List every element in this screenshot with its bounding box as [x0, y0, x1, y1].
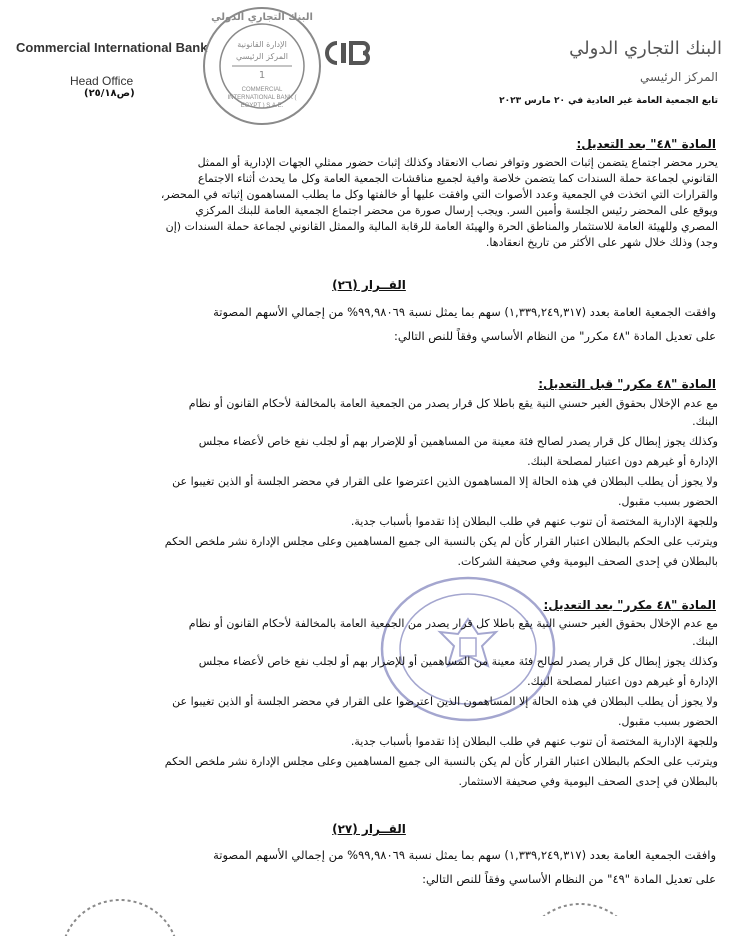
- paragraph-line: القانوني لجماعة حملة السندات كما يتضمن خلاصة وافية لجميع مناقشات الجمعية العامة وكل ما يحدث أثناء الاجتماع: [197, 172, 718, 185]
- bottom-stamp-fragment-right: [520, 900, 640, 916]
- article-48-after-heading: المادة "٤٨" بعد التعديل:: [576, 137, 716, 151]
- head-office-ar: المركز الرئيسي: [640, 70, 718, 84]
- paragraph-line: وكذلك يجوز إبطال كل قرار يصدر لصالح فئة معينة من المساهمين أو للإضرار بهم أو لجلب نفع خاص لأعضاء مجلس: [198, 655, 718, 668]
- stamp-inner-line-2: المركز الرئيسي: [236, 52, 288, 61]
- paragraph-line: مع عدم الإخلال بحقوق الغير حسني النية يقع باطلا كل قرار يصدر من الجمعية العامة بالمخالفة لأحكام القانون أو نظام: [188, 617, 718, 630]
- bank-name-en: Commercial International Bank: [16, 40, 208, 55]
- article-48-after-body: [18, 155, 718, 251]
- paragraph-line: بالبطلان في إحدى الصحف اليومية وفي صحيفة الاستثمار.: [458, 775, 718, 788]
- head-office-en: Head Office: [70, 74, 134, 88]
- paragraph-line: ويترتب على الحكم بالبطلان اعتبار القرار كأن لم يكن بالنسبة الى جميع المساهمين وعلى مجلس الإدارة نشر ملخص الحكم: [164, 535, 718, 548]
- paragraph-line: وجد) وذلك خلال شهر على الأكثر من تاريخ انعقادها.: [485, 236, 718, 249]
- paragraph-line: مع عدم الإخلال بحقوق الغير حسني النية يقع باطلا كل قرار يصدر من الجمعية العامة بالمخالفة لأحكام القانون أو نظام: [188, 397, 718, 410]
- paragraph-line: وافقت الجمعية العامة بعدد (١,٣٣٩,٢٤٩,٣١٧) سهم بما يمثل نسبة ٩٩,٩٨٠٦٩% من إجمالي الأسهم المصوتة: [213, 848, 716, 862]
- stamp-ring-english: COMMERCIAL INTERNATIONAL BANK ( EGYPT ) S.A.E.: [227, 87, 297, 109]
- paragraph-line: وافقت الجمعية العامة بعدد (١,٣٣٩,٢٤٩,٣١٧) سهم بما يمثل نسبة ٩٩,٩٨٠٦٩% من إجمالي الأسهم المصوتة: [213, 305, 716, 319]
- cib-logo: [323, 40, 393, 66]
- stamp-inner-number: 1: [258, 70, 266, 81]
- bottom-stamp-fragment: [60, 896, 180, 936]
- paragraph-line: البنك.: [692, 415, 718, 428]
- paragraph-line: ولا يجوز أن يطلب البطلان في هذه الحالة إلا المساهمون الذين اعترضوا على القرار في محضر الجلسة أو الذين تغيبوا عن: [172, 475, 718, 488]
- paragraph-line: الحضور بسبب مقبول.: [618, 495, 718, 508]
- paragraph-line: الإدارة أو غيرهم دون اعتبار لمصلحة البنك.: [527, 675, 718, 688]
- stamp-fragment-icon: [60, 896, 180, 936]
- stamp-ring-arabic: البنك التجاري الدولي: [211, 12, 313, 23]
- paragraph-line: وللجهة الإدارية المختصة أن تنوب عنهم في طلب البطلان إذا تقدموا بأسباب جدية.: [350, 515, 718, 528]
- paragraph-line: البنك.: [692, 635, 718, 648]
- paragraph-line: ويوقع على المحضر رئيس الجلسة وأمين السر. ويجب إرسال صورة من محضر اجتماع الجمعية العامة للبنك المركزي: [195, 204, 718, 217]
- paragraph-line: وكذلك يجوز إبطال كل قرار يصدر لصالح فئة معينة من المساهمين أو للإضرار بهم أو لجلب نفع خاص لأعضاء مجلس: [198, 435, 718, 448]
- paragraph-line: ويترتب على الحكم بالبطلان اعتبار القرار كأن لم يكن بالنسبة الى جميع المساهمين وعلى مجلس الإدارة نشر ملخص الحكم: [164, 755, 718, 768]
- decision-26-title: القــرار (٢٦): [332, 278, 406, 292]
- bank-name-ar: البنك التجاري الدولي: [569, 38, 722, 59]
- paragraph-line: الحضور بسبب مقبول.: [618, 715, 718, 728]
- stamp-fragment-icon: [520, 900, 640, 916]
- article-48-bis-before-heading: المادة "٤٨ مكرر" قبل التعديل:: [538, 377, 716, 391]
- paragraph-line: على تعديل المادة "٤٩" من النظام الأساسي وفقاً للنص التالي:: [422, 872, 716, 886]
- paragraph-line: على تعديل المادة "٤٨ مكرر" من النظام الأساسي وفقاً للنص التالي:: [394, 329, 716, 343]
- decision-27-title: القــرار (٢٧): [332, 822, 406, 836]
- paragraph-line: ولا يجوز أن يطلب البطلان في هذه الحالة إلا المساهمون الذين اعترضوا على القرار في محضر الجلسة أو الذين تغيبوا عن: [172, 695, 718, 708]
- meeting-date-line: تابع الجمعية العامة غير العادية في ٢٠ مارس ٢٠٢٣: [499, 96, 718, 106]
- paragraph-line: الإدارة أو غيرهم دون اعتبار لمصلحة البنك.: [527, 455, 718, 468]
- page-reference: (ص٢٥/١٨): [84, 88, 135, 99]
- article-48-bis-after-body: [18, 616, 718, 794]
- decision-26-body: [26, 305, 716, 353]
- article-48-bis-after-heading: المادة "٤٨ مكرر" بعد التعديل:: [543, 598, 716, 612]
- paragraph-line: يحرر محضر اجتماع يتضمن إثبات الحضور وتوافر نصاب الانعقاد وكذلك إثبات حضور ممثلي الجهات الإدارية أو الممثل: [197, 156, 718, 169]
- paragraph-line: بالبطلان في إحدى الصحف اليومية وفي صحيفة الشركات.: [457, 555, 718, 568]
- article-48-bis-before-body: [18, 396, 718, 574]
- decision-27-body: [26, 848, 716, 896]
- legal-department-stamp: [200, 4, 324, 128]
- paragraph-line: المصري وللهيئة العامة للاستثمار والمناطق الحرة والهيئة العامة للرقابة المالية والممثل القانوني لجماعة حملة السندات (إن: [165, 220, 718, 233]
- paragraph-line: وللجهة الإدارية المختصة أن تنوب عنهم في طلب البطلان إذا تقدموا بأسباب جدية.: [350, 735, 718, 748]
- stamp-inner-line-1: الإدارة القانونية: [237, 40, 287, 49]
- paragraph-line: والقرارات التي اتخذت في الجمعية وعدد الأصوات التي وافقت عليها أو خالفتها وكل ما يطلب المساهمون إثباته في المحضر،: [160, 188, 718, 201]
- cib-logo-icon: [323, 40, 393, 66]
